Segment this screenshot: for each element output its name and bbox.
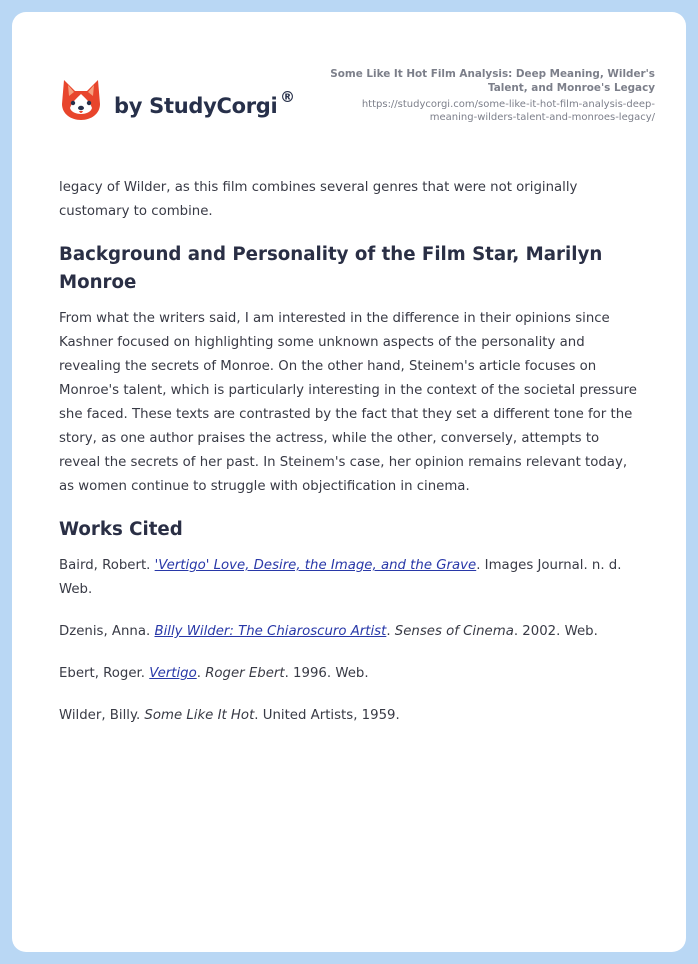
- document-page: [12, 12, 686, 952]
- works-cited-list: [59, 554, 637, 728]
- registered-mark: ®: [280, 88, 295, 106]
- document-body: [59, 176, 637, 746]
- citation-item: [59, 554, 637, 602]
- citation-source: Senses of Cinema: [394, 624, 514, 639]
- citation-item: [59, 704, 637, 728]
- citation-separator: .: [476, 558, 481, 573]
- intro-paragraph: legacy of Wilder, as this film combines several genres that were not originally customary to combine.: [59, 180, 578, 219]
- citation-link[interactable]: Vertigo: [149, 666, 197, 681]
- citation-author: Baird, Robert.: [59, 558, 155, 573]
- citation-link[interactable]: Billy Wilder: The Chiaroscuro Artist: [154, 624, 387, 639]
- citation-separator: .: [386, 624, 395, 639]
- corgi-logo-icon: [60, 76, 102, 122]
- document-title: Some Like It Hot Film Analysis: Deep Meaning, Wilder's Talent, and Monroe's Legacy: [330, 68, 655, 94]
- citation-author: Ebert, Roger.: [59, 666, 150, 681]
- citation-source: Some Like It Hot: [144, 708, 255, 723]
- citation-rest: . 1996. Web.: [284, 666, 369, 681]
- citation-item: [59, 620, 637, 644]
- citation-source: Roger Ebert: [205, 666, 285, 681]
- section-paragraph: From what the writers said, I am interested in the difference in their opinions since Kashner focused on highlighting some unknown aspects of the personality and revealing the secrets of Monroe. On the other hand, Steinem's article focuses on Monroe's talent, which is particularly interesting in the context of the societal pressure she faced. These texts are contrasted by the fact that they set a different tone for the story, as one author praises the actress, while the other, conversely, attempts to reveal the secrets of her past. In Steinem's case, her opinion remains relevant today, as women continue to struggle with objectification in cinema.: [59, 311, 637, 494]
- citation-item: [59, 662, 637, 686]
- citation-author: Wilder, Billy.: [59, 708, 145, 723]
- citation-rest: . United Artists, 1959.: [254, 708, 400, 723]
- citation-link[interactable]: 'Vertigo' Love, Desire, the Image, and the Grave: [154, 558, 477, 573]
- section-heading: Background and Personality of the Film Star, Marilyn Monroe: [59, 244, 603, 293]
- document-meta: [315, 67, 655, 124]
- citation-separator: .: [196, 666, 206, 681]
- citation-author: Dzenis, Anna.: [59, 624, 155, 639]
- citation-rest: . 2002. Web.: [513, 624, 598, 639]
- document-url[interactable]: https://studycorgi.com/some-like-it-hot-film-analysis-deep-meaning-wilders-talent-and-monroes-legacy/: [361, 99, 655, 123]
- citation-rest: Images Journal. n. d. Web.: [59, 558, 622, 597]
- logo-text: by StudyCorgi: [114, 94, 278, 118]
- studycorgi-logo[interactable]: [60, 76, 310, 126]
- works-cited-heading: Works Cited: [59, 519, 183, 540]
- document-header: [12, 12, 686, 152]
